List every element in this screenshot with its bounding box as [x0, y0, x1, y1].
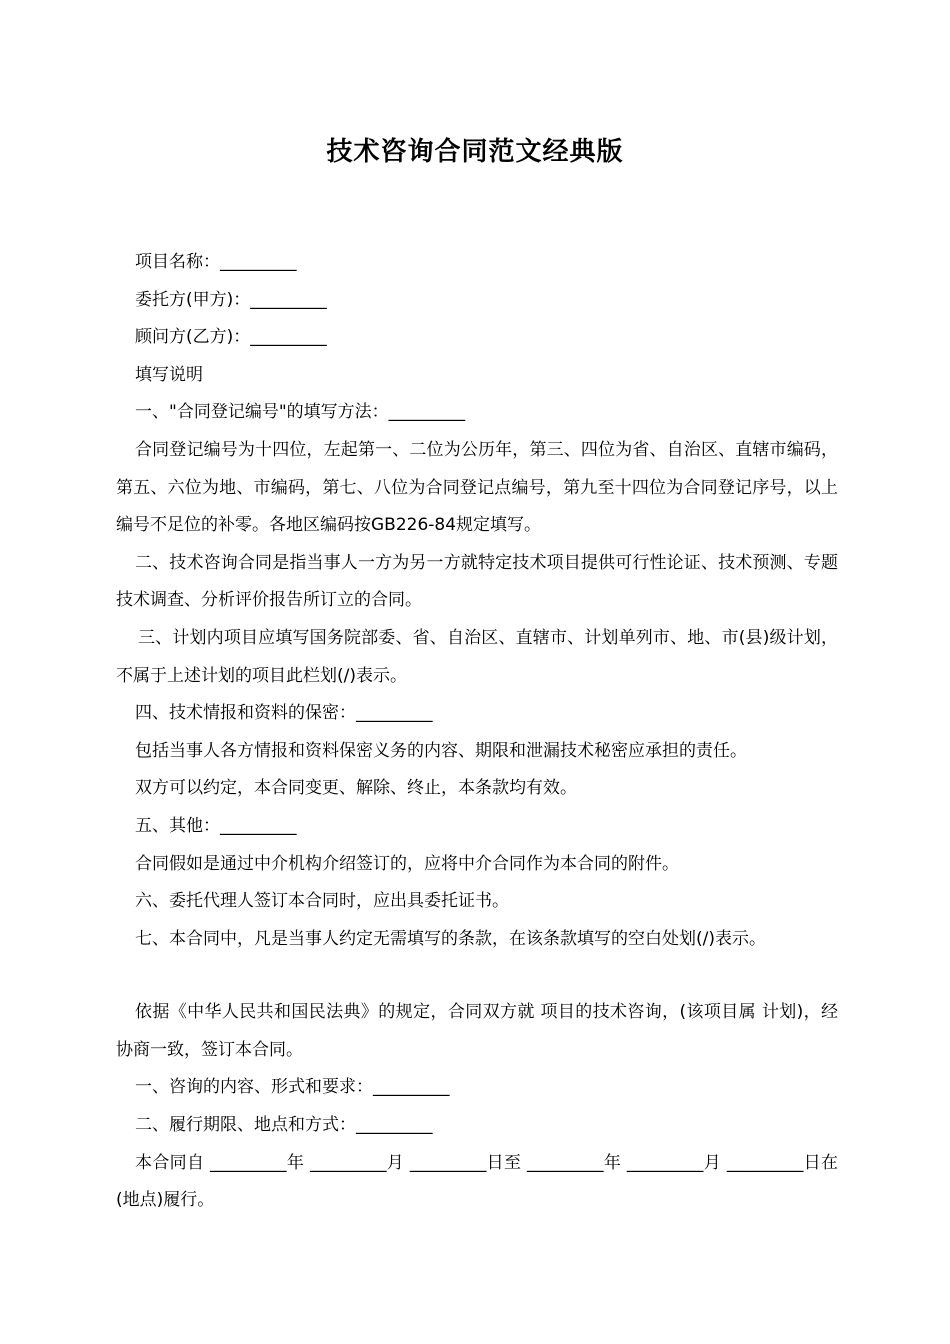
- instruction-item-3: 三、计划内项目应填写国务院部委、省、自治区、直辖市、计划单列市、地、市(县)级计划，不属于上述计划的项目此栏划(/)表示。: [116, 627, 838, 686]
- instruction-paragraph-registration-number: 合同登记编号为十四位，左起第一、二位为公历年，第三、四位为省、自治区、直辖市编码，第五、六位为地、市编码，第七、八位为合同登记点编号，第九至十四位为合同登记序号，以上编号不足位的补零。各地区编码按GB226-84规定填写。: [116, 439, 838, 536]
- contract-clause-term: 本合同自 _________年 _________月 _________日至 _________年 _________月 _________日在 (地点)履行。: [116, 1152, 838, 1211]
- document-body: [116, 244, 838, 1220]
- instruction-item-2: 二、技术咨询合同是指当事人一方为另一方就特定技术项目提供可行性论证、技术预测、专题技术调查、分析评价报告所订立的合同。: [116, 552, 838, 611]
- contract-preamble: 依据《中华人民共和国民法典》的规定，合同双方就 项目的技术咨询，(该项目属 计划)，经协商一致，签订本合同。: [116, 1002, 838, 1060]
- instruction-item-7: 七、本合同中，凡是当事人约定无需填写的条款，在该条款填写的空白处划(/)表示。: [135, 928, 766, 949]
- instruction-item-5: 五、其他：_________: [135, 815, 297, 836]
- instruction-paragraph-validity: 双方可以约定，本合同变更、解除、终止，本条款均有效。: [135, 778, 577, 799]
- document-title: 技术咨询合同范文经典版: [326, 137, 624, 167]
- section-spacer: [116, 958, 838, 994]
- contract-clause-2: 二、履行期限、地点和方式：_________: [135, 1115, 433, 1136]
- instruction-paragraph-intermediary: 合同假如是通过中介机构介绍签订的，应将中介合同作为本合同的附件。: [135, 853, 679, 874]
- instruction-item-6: 六、委托代理人签订本合同时，应出具委托证书。: [135, 891, 509, 912]
- field-client-party-a: 委托方(甲方)：_________: [135, 289, 327, 310]
- section-heading-instructions: 填写说明: [135, 364, 203, 385]
- field-project-name: 项目名称：_________: [135, 252, 297, 272]
- field-consultant-party-b: 顾问方(乙方)：_________: [135, 327, 327, 348]
- instruction-item-1: 一、"合同登记编号"的填写方法：_________: [135, 402, 466, 423]
- instruction-paragraph-confidentiality: 包括当事人各方情报和资料保密义务的内容、期限和泄漏技术秘密应承担的责任。: [135, 740, 747, 761]
- instruction-item-4: 四、技术情报和资料的保密：_________: [135, 703, 433, 724]
- contract-clause-1: 一、咨询的内容、形式和要求：_________: [135, 1077, 450, 1098]
